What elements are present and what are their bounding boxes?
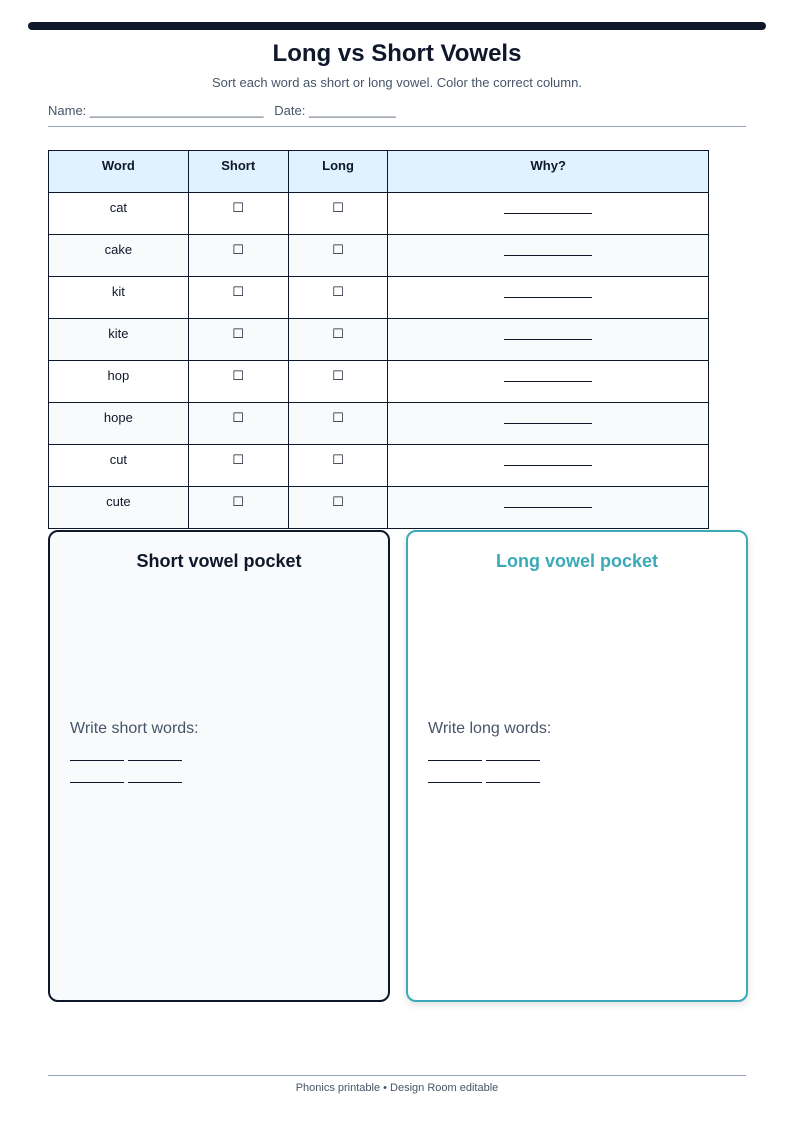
footer-text: Phonics printable • Design Room editable <box>295 1082 499 1094</box>
short-checkbox[interactable]: ☐ <box>232 200 245 215</box>
long-vowel-pocket <box>406 530 748 1002</box>
long-word-blank[interactable] <box>428 760 482 761</box>
short-pocket-prompt: Write short words: <box>70 720 199 737</box>
page-subtitle: Sort each word as short or long vowel. Color the correct column. <box>212 75 582 90</box>
table-row <box>49 403 709 445</box>
long-blank-row <box>428 782 540 783</box>
table-row <box>49 235 709 277</box>
table-row <box>49 277 709 319</box>
table-header-row <box>49 151 709 193</box>
long-pocket-title: Long vowel pocket <box>495 551 659 571</box>
long-word-blank[interactable] <box>486 760 540 761</box>
table-row <box>49 361 709 403</box>
short-checkbox[interactable]: ☐ <box>232 368 245 383</box>
page-title: Long vs Short Vowels <box>272 40 522 67</box>
word-cell: cute <box>49 487 189 529</box>
short-checkbox[interactable]: ☐ <box>232 242 245 257</box>
long-word-blank[interactable] <box>428 782 482 783</box>
why-answer-line[interactable] <box>504 410 592 424</box>
long-checkbox[interactable]: ☐ <box>332 284 344 299</box>
why-answer-line[interactable] <box>504 326 592 340</box>
name-date-line: Name: ________________________ Date: ____________ <box>48 103 396 118</box>
table-row <box>49 487 709 529</box>
long-pocket-prompt: Write long words: <box>428 720 552 737</box>
short-pocket-title: Short vowel pocket <box>136 551 302 571</box>
header-why: Why? <box>388 151 709 193</box>
long-checkbox[interactable]: ☐ <box>332 200 344 215</box>
long-checkbox[interactable]: ☐ <box>332 242 344 257</box>
long-word-blank[interactable] <box>486 782 540 783</box>
long-checkbox[interactable]: ☐ <box>332 326 344 341</box>
word-cell: cut <box>49 445 189 487</box>
header-divider <box>48 126 746 127</box>
word-cell: hope <box>49 403 189 445</box>
header-short: Short <box>188 151 288 193</box>
short-blank-row <box>70 782 182 783</box>
why-answer-line[interactable] <box>504 368 592 382</box>
why-answer-line[interactable] <box>504 200 592 214</box>
long-checkbox[interactable]: ☐ <box>332 452 344 467</box>
long-checkbox[interactable]: ☐ <box>332 368 344 383</box>
why-answer-line[interactable] <box>504 494 592 508</box>
short-word-blank[interactable] <box>128 760 182 761</box>
word-cell: cat <box>49 193 189 235</box>
long-checkbox[interactable]: ☐ <box>332 410 344 425</box>
long-blank-row <box>428 760 540 761</box>
why-answer-line[interactable] <box>504 284 592 298</box>
short-checkbox[interactable]: ☐ <box>232 326 245 341</box>
footer-divider <box>48 1075 746 1076</box>
word-cell: cake <box>49 235 189 277</box>
why-answer-line[interactable] <box>504 452 592 466</box>
why-answer-line[interactable] <box>504 242 592 256</box>
word-cell: kite <box>49 319 189 361</box>
short-word-blank[interactable] <box>128 782 182 783</box>
table-row <box>49 445 709 487</box>
short-vowel-pocket <box>48 530 390 1002</box>
short-word-blank[interactable] <box>70 760 124 761</box>
table-row <box>49 193 709 235</box>
word-cell: kit <box>49 277 189 319</box>
table-row <box>49 319 709 361</box>
short-blank-row <box>70 760 182 761</box>
long-checkbox[interactable]: ☐ <box>332 494 344 509</box>
short-word-blank[interactable] <box>70 782 124 783</box>
short-checkbox[interactable]: ☐ <box>232 410 245 425</box>
word-sort-table <box>48 150 709 529</box>
header-long: Long <box>288 151 388 193</box>
short-checkbox[interactable]: ☐ <box>232 494 245 509</box>
word-cell: hop <box>49 361 189 403</box>
top-accent-bar <box>28 22 766 30</box>
header-word: Word <box>49 151 189 193</box>
short-checkbox[interactable]: ☐ <box>232 284 245 299</box>
short-checkbox[interactable]: ☐ <box>232 452 245 467</box>
